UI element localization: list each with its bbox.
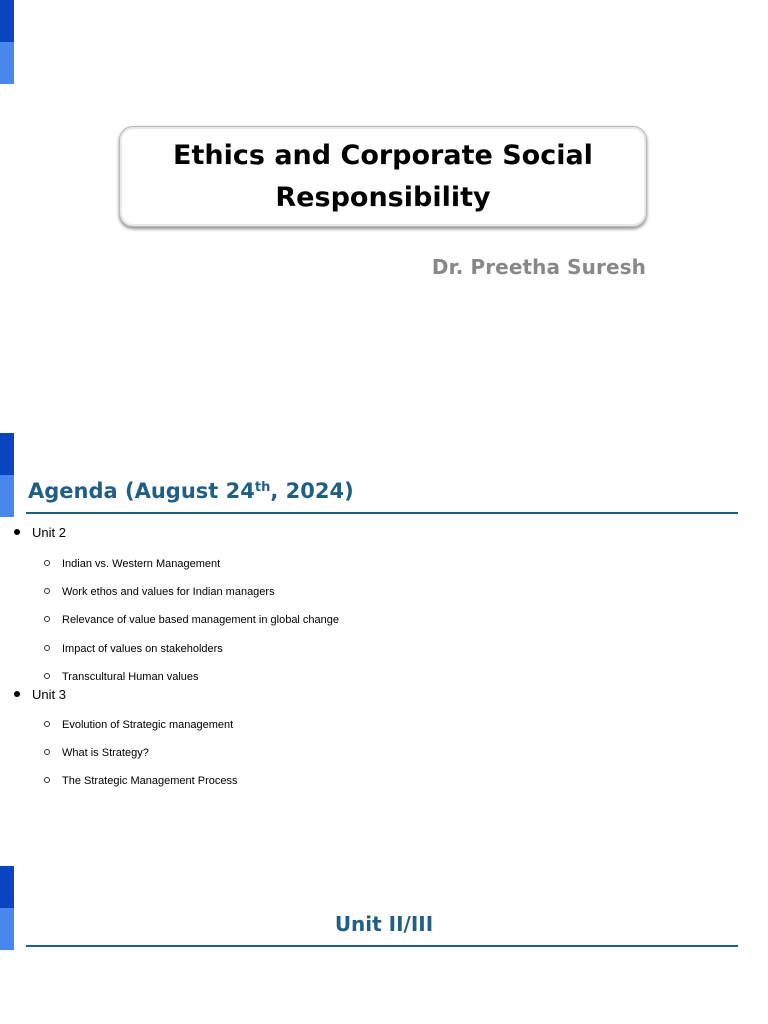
unit-3-bullet	[14, 687, 66, 702]
unit-heading-rule	[26, 945, 738, 947]
list-item-text: Indian vs. Western Management	[62, 558, 221, 570]
agenda-title-end: , 2024)	[270, 479, 354, 503]
agenda-title	[28, 479, 354, 503]
list-item	[44, 719, 233, 731]
list-item	[44, 643, 223, 655]
slide2-accent-tab-light	[0, 475, 14, 517]
list-item-text: Evolution of Strategic management	[62, 719, 234, 731]
title-line-2: Responsibility	[275, 181, 491, 213]
slide3-accent-tab-dark	[0, 866, 14, 908]
bullet-circle-icon	[44, 721, 50, 727]
unit-2-bullet	[14, 525, 66, 540]
list-item-text: Impact of values on stakeholders	[62, 643, 223, 655]
list-item-text: Transcultural Human values	[62, 671, 199, 683]
title-box	[119, 126, 647, 227]
list-item	[44, 775, 237, 787]
list-item	[44, 614, 339, 626]
bullet-dot-icon	[14, 691, 20, 697]
slide2-accent-tab-dark	[0, 433, 14, 475]
bullet-circle-icon	[44, 777, 50, 783]
list-item	[44, 671, 199, 683]
presentation-title	[173, 135, 593, 219]
bullet-circle-icon	[44, 560, 50, 566]
bullet-circle-icon	[44, 749, 50, 755]
unit-label: Unit 3	[32, 687, 66, 702]
bullet-circle-icon	[44, 588, 50, 594]
bullet-circle-icon	[44, 673, 50, 679]
bullet-dot-icon	[14, 529, 20, 535]
bullet-circle-icon	[44, 645, 50, 651]
slide1-accent-tab-dark	[0, 0, 14, 42]
title-line-1: Ethics and Corporate Social	[173, 139, 593, 171]
list-item-text: The Strategic Management Process	[62, 775, 238, 787]
list-item	[44, 586, 275, 598]
agenda-title-rule	[26, 512, 738, 514]
unit-label: Unit 2	[32, 525, 66, 540]
agenda-title-main: Agenda (August 24	[28, 479, 255, 503]
bullet-circle-icon	[44, 616, 50, 622]
slide1-accent-tab-light	[0, 42, 14, 84]
list-item	[44, 747, 149, 759]
list-item	[44, 558, 220, 570]
list-item-text: Work ethos and values for Indian managers	[62, 586, 275, 598]
unit-heading: Unit II/III	[334, 912, 434, 936]
author-name: Dr. Preetha Suresh	[431, 255, 646, 279]
list-item-text: What is Strategy?	[62, 747, 149, 759]
agenda-title-sup: th	[254, 480, 271, 495]
list-item-text: Relevance of value based management in global change	[62, 614, 340, 626]
